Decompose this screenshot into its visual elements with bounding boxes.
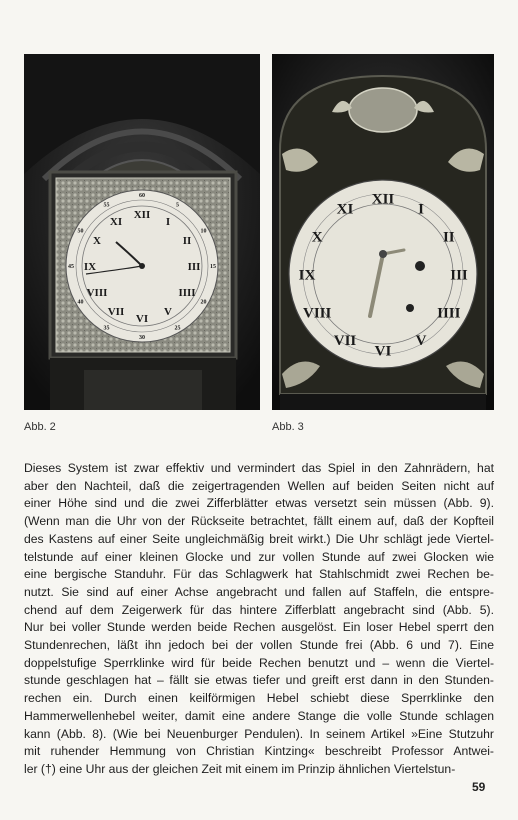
dial-numeral: IX (298, 267, 316, 284)
body-text-line: telstunde auf einer kleinen Glocke und zur vollen Stunde auf zwei Glocken wie (24, 549, 494, 564)
body-text-line: kann (Abb. 8). (Wie bei Neuenburger Pendulen). In seinem Artikel »Eine Stutzuhr (24, 726, 494, 741)
body-text-line: stunde geschlagen hat – fällt sie etwas tiefer und greift erst dann in den Stunden- (24, 673, 494, 688)
dial-numeral: 15 (210, 264, 216, 271)
dial-numeral: VII (107, 305, 125, 318)
dial-numeral: IIII (437, 305, 461, 322)
dial-numeral: 30 (139, 335, 145, 342)
dial-numeral: 50 (77, 228, 84, 235)
body-text-line: mit ruhender Hemmung von Christian Kintzing« beschreibt Professor Antwei- (24, 744, 494, 759)
dial-numeral: 40 (77, 299, 84, 306)
figure-abb-3-clock-photo (272, 54, 494, 410)
dial-numeral: VI (135, 312, 149, 325)
dial-numeral: VIII (303, 305, 332, 322)
dial-numeral: IX (83, 260, 97, 273)
dial-numeral: 20 (200, 299, 207, 306)
body-text-line: doppelstufige Sperrklinke wird für beide Rechen benutzt und – wenn die Viertel- (24, 655, 494, 670)
body-text-line: chend auf dem Zeigerwerk für das hintere Zifferblatt angebracht sind (Abb. 5). (24, 602, 494, 617)
figure-abb-2-clock-photo (24, 54, 260, 410)
body-text-line: Stundenrechen, läßt ihn jedoch bei der vollen Stunde frei (Abb. 6 und 7). Eine (24, 638, 494, 653)
dial-numeral: 10 (200, 228, 207, 235)
body-text-line: ler (†) eine Uhr aus der gleichen Zeit mit einem im Prinzip ähnlichen Viertelstun- (24, 761, 456, 776)
body-text-line: nutzt. Sie sind auf einer Achse angebracht und fallen auf Staffeln, die entspre- (24, 584, 494, 599)
figure-caption-abb-3: Abb. 3 (272, 421, 304, 433)
dial-numeral: V (164, 305, 172, 318)
body-text-line: eine bergische Standuhr. Für das Schlagwerk hat Stahlschmidt zwei Rechen be- (24, 567, 494, 582)
body-paragraph (24, 460, 494, 779)
body-text-line: des Kastens auf einer Seite ungleichmäßig breit wirkt.) Die Uhr schlägt jede Viertel- (24, 531, 494, 546)
dial-numeral: II (442, 229, 455, 246)
dial-numeral: IIII (178, 286, 196, 299)
body-text-line: rechen ein. Durch einen keilförmigen Hebel schiebt diese Sperrklinke den (24, 691, 494, 706)
body-text-line: Dieses System ist zwar effektiv und vermindert das Spiel in den Zahnrädern, hat (24, 461, 494, 475)
dial-numeral: XII (371, 191, 395, 208)
clock-face-illustration-abb-2 (24, 54, 260, 410)
dial-numeral: 5 (176, 202, 179, 209)
body-text-line: Hammerwellenhebel weiter, damit eine andere Stange die volle Stunde schlagen (24, 708, 494, 723)
dial-numeral: 60 (139, 193, 145, 200)
dial-numeral: X (311, 229, 323, 246)
dial-numeral: VII (333, 333, 357, 350)
dial-numeral: VIII (86, 286, 108, 299)
dial-numeral: 55 (103, 202, 110, 209)
dial-numeral: XI (336, 201, 354, 218)
dial-numeral: I (165, 215, 171, 228)
body-text-line: aber den Nachteil, daß die zeigertragenden Wellen auf beiden Seiten nicht auf (24, 478, 494, 493)
dial-numeral: XI (109, 215, 123, 228)
dial-numeral: III (187, 260, 201, 273)
dial-numeral: VI (374, 343, 392, 360)
dial-numeral: V (415, 333, 427, 350)
dial-numeral: III (450, 267, 468, 284)
body-text-line: Nur bei voller Stunde werden beide Rechen ausgelöst. Ein loser Hebel sperrt den (24, 620, 494, 635)
dial-numeral: 35 (103, 325, 110, 332)
dial-numeral: II (182, 234, 192, 247)
body-text-line: (Wenn man die Uhr von der Rückseite betrachtet, fällt einem auf, daß der Kopfteil (24, 514, 494, 529)
dial-numeral: I (418, 201, 424, 218)
dial-numeral: X (93, 234, 101, 247)
clock-face-illustration-abb-3 (272, 54, 494, 410)
page-number: 59 (472, 780, 486, 794)
dial-numeral: 25 (174, 325, 181, 332)
dial-numeral: 45 (68, 264, 74, 271)
dial-numeral: XII (133, 208, 151, 221)
body-text-line: einer Höhe sind und die zwei Zifferblätter etwas versetzt sein müssen (Abb. 9). (24, 496, 494, 511)
figure-caption-abb-2: Abb. 2 (24, 421, 56, 433)
